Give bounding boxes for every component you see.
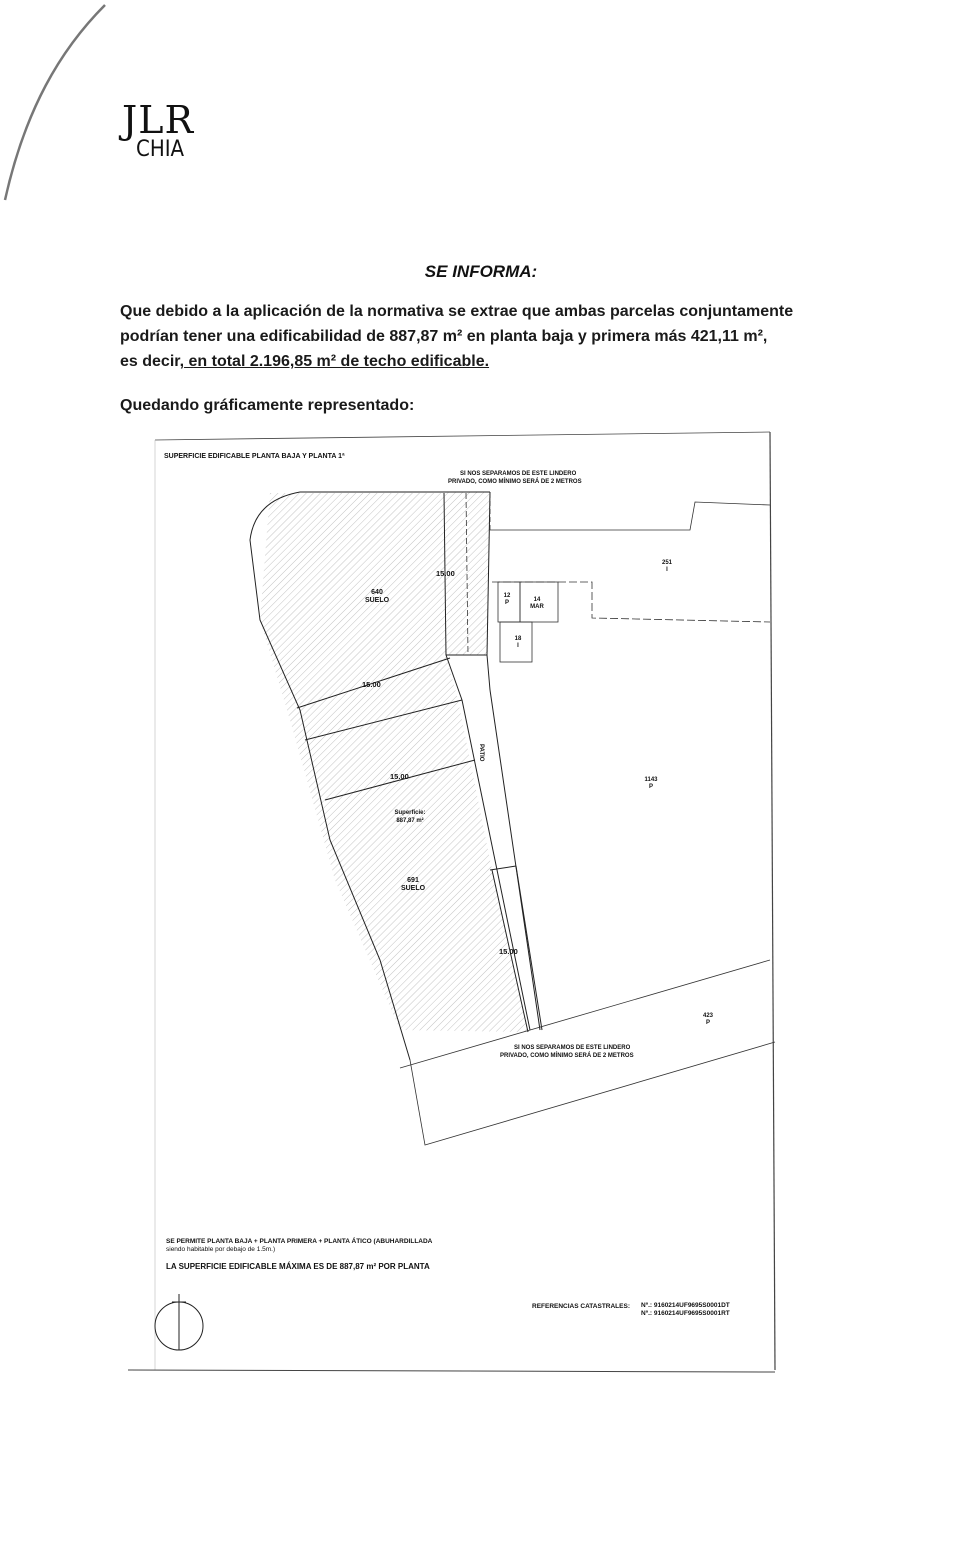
- bottom-note: [500, 1044, 634, 1060]
- dimension-bottom: 15.00: [499, 947, 518, 956]
- north-arrow-icon: [155, 1294, 203, 1350]
- cadastral-ref-2: Nº.: 9160214UF9695S0001RT: [641, 1310, 730, 1317]
- permit-line2: siendo habitable por debajo de 1.5m.): [166, 1246, 276, 1253]
- parcel-1143-number: 1143: [644, 777, 658, 783]
- max-surface-note: LA SUPERFICIE EDIFICABLE MÁXIMA ES DE 887,87 m² POR PLANTA: [166, 1262, 430, 1271]
- bottom-note-line2: PRIVADO, COMO MÍNIMO SERÁ DE 2 METROS: [500, 1053, 634, 1059]
- dimension-top: 15.00: [436, 569, 455, 578]
- parcel-14-use: MAR: [530, 604, 544, 610]
- permit-line1: SE PERMITE PLANTA BAJA + PLANTA PRIMERA + PLANTA ÁTICO (ABUHARDILLADA: [166, 1238, 433, 1245]
- paragraph-line3-start: es decir,: [120, 353, 185, 370]
- dimension-left-2: 15.00: [390, 772, 409, 781]
- logo-line2: CHIA: [136, 137, 185, 162]
- parcel-18-number: 18: [514, 636, 522, 642]
- parcel-423-number: 423: [702, 1013, 714, 1019]
- top-note-line2: PRIVADO, COMO MÍNIMO SERÁ DE 2 METROS: [448, 479, 582, 485]
- cadastral-refs: [641, 1302, 730, 1318]
- parcel-251-use: I: [666, 567, 668, 573]
- logo-line1: JLR: [122, 98, 195, 142]
- parcel-640-use: SUELO: [364, 597, 390, 604]
- parcel-12-number: 12: [503, 593, 511, 599]
- parcel-423-use: P: [705, 1020, 711, 1026]
- cadastral-ref-1: Nº.: 9160214UF9695S0001DT: [641, 1302, 730, 1309]
- top-note-line1: SI NOS SEPARAMOS DE ESTE LINDERO: [460, 471, 577, 477]
- parcel-640-number: 640: [371, 589, 383, 596]
- subheading: Quedando gráficamente representado:: [120, 397, 415, 414]
- cadastral-label: REFERENCIAS CATASTRALES:: [532, 1303, 630, 1310]
- parcel-691-number: 691: [407, 877, 419, 884]
- patio-label: PATIO: [478, 744, 484, 762]
- parcel-1143-use: P: [648, 784, 654, 790]
- dimension-left-1: 15.00: [362, 680, 381, 689]
- parcel-18-use: I: [517, 643, 519, 649]
- area-label-line2: 887,87 m²: [396, 818, 424, 824]
- paragraph-total: en total 2.196,85 m² de techo edificable.: [184, 353, 490, 370]
- area-label-line1: Superficie:: [394, 810, 426, 816]
- top-note: [448, 470, 582, 486]
- parcel-14-number: 14: [533, 597, 541, 603]
- plan-title: SUPERFICIE EDIFICABLE PLANTA BAJA Y PLANTA 1ª: [164, 453, 345, 460]
- heading: SE INFORMA:: [424, 262, 538, 281]
- permit-note: [166, 1238, 432, 1254]
- parcel-12-use: P: [504, 600, 510, 606]
- paragraph-line1: Que debido a la aplicación de la normativa se extrae que ambas parcelas conjuntamente: [120, 303, 794, 320]
- bottom-note-line1: SI NOS SEPARAMOS DE ESTE LINDERO: [514, 1045, 631, 1051]
- parcel-251-number: 251: [661, 560, 673, 566]
- parcel-691-use: SUELO: [400, 885, 426, 892]
- paragraph-line2: podrían tener una edificabilidad de 887,87 m² en planta baja y primera más 421,11 m²,: [120, 328, 768, 345]
